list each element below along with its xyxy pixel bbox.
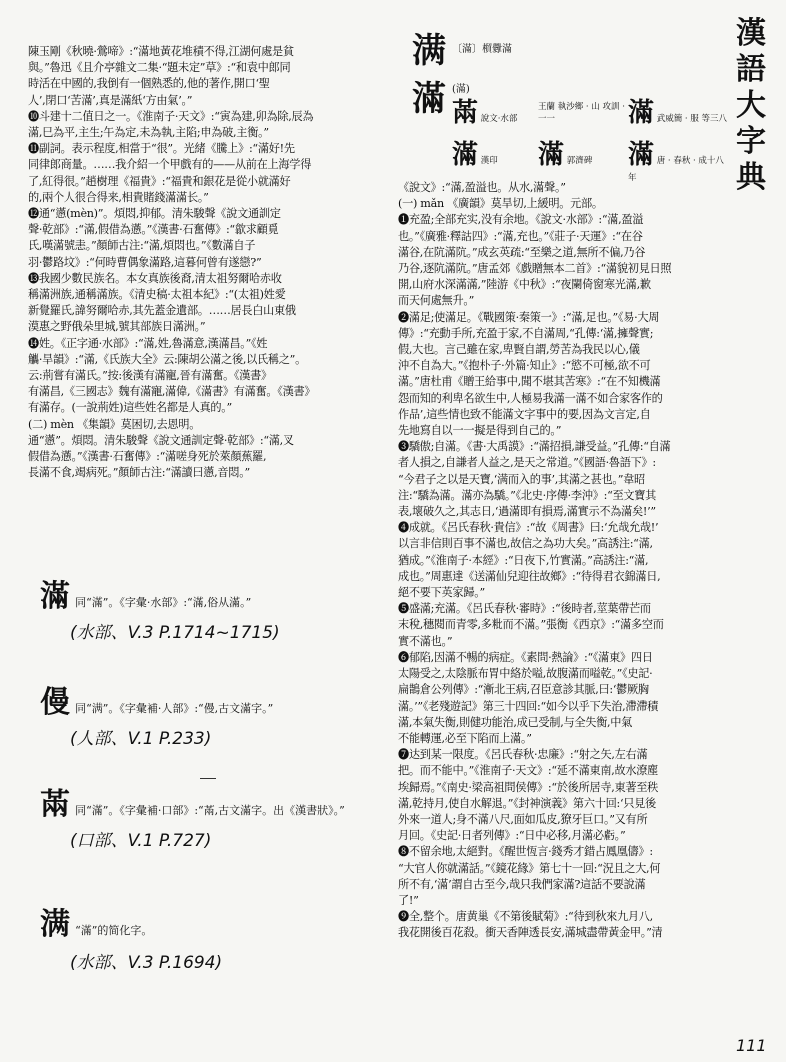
definition-line: 了,紅得很。”趙樹理《福貴》:“福貴和銀花是從小就滿好	[28, 174, 291, 188]
definition-line: “今君子之以是天寶,‘满而入的事’,其滿之甚也。”韋昭	[398, 472, 645, 486]
definition-line: 《說文》:“滿,盈溢也。从水,滿聲。”	[398, 181, 566, 194]
definition-line: ⓭我國少數民族名。本女真族後裔,清太祖努爾哈赤收	[28, 271, 282, 285]
definition-line: ❻郁陷,因滿不暢的病症。《素問·熱論》:“《滿東》四日	[398, 650, 653, 664]
definition-line: 扁鵲倉公列傳》:“漸北王病,召臣意診其脈,曰:‘鬱厥胸	[398, 683, 649, 697]
definition-line: 與。”魯迅《且介亭雜文二集·“題未定”草》:“和袁中郎同	[28, 61, 291, 75]
variant-headword: 满	[40, 907, 70, 942]
definition-line: 滿谷,在阬滿阬。”成玄英疏:“至樂之道,無所不偏,乃谷	[398, 245, 646, 259]
definition-line: ⓬通“懣(mèn)”。煩悶,抑郁。清朱駿聲《說文通訓定	[28, 207, 281, 221]
definition-line: 外來一道人;身不滿八尺,面如瓜皮,獠牙巨口。”又有所	[398, 812, 648, 826]
definition-line: 聲·乾部》:“滿,假借為懣。”《漢書·石奮傳》:“歙求顧覓	[28, 223, 279, 237]
definition-line: 埃歸焉。”《南史·梁高祖問侯傳》:“於後所居寺,東著至秩	[398, 780, 659, 794]
variant-headword: 僈	[40, 685, 70, 720]
book-title-char: 大	[736, 88, 766, 123]
definition-line: 人’,閉口‘苦滿’,真是滿紙‘方由氣’。”	[28, 93, 193, 107]
glyph-forms	[452, 92, 728, 183]
definition-line: 絕不要下英家歸。”	[398, 586, 485, 600]
page-number: 111	[736, 1036, 767, 1055]
definition-line: 假借為懣。”《漢書·石奮傳》:“滿嗟身死於萊顏蕉羅,	[28, 450, 267, 464]
variant-entry	[40, 579, 392, 643]
variant-headword: 滿	[40, 579, 70, 614]
book-title-char: 漢	[736, 16, 766, 51]
variant-entry	[40, 685, 392, 749]
definition-line: 者人損之,自謙者人益之,是天之常道。”《國語·魯語下》:	[398, 456, 656, 470]
definition-line: 的,兩个人很合得来,相貴賭錢滿滿长。”	[28, 190, 209, 204]
variant-text: 同“滿”。《字彙補·口部》:“㒼,古文滿字。出《漢書狀》。”	[75, 804, 345, 817]
definition-line: 觿·旱韻》:“滿,《氏族大全》云:陳胡公滿之後,以氏稱之”。	[28, 352, 306, 366]
definition-line: 氏,嘆滿號恚。”顏師古注:“滿,煩悶也。”《數滿自子	[28, 239, 256, 253]
glyph-form: 㒼 說文·水部	[452, 98, 518, 128]
definition-line: 以言非信則百事不滿也,故信之為功大矣。”高誘注:“滿,	[398, 537, 653, 551]
book-title-char: 語	[736, 52, 766, 87]
definition-line: (二) mèn 《集韻》莫困切,去恩明。	[28, 417, 201, 431]
glyph-form: 滿 唐 · 春秋 · 成十八年	[628, 140, 724, 183]
variant-entry	[40, 787, 392, 851]
variant-text: “滿”的简化字。	[75, 924, 153, 937]
definition-line: 陳玉剛《秋曉·鶯啼》:“滿地黃花堆積不得,江湖何處是貧	[28, 45, 294, 58]
entry-label: 〔滿〕橮釁滿	[452, 44, 512, 55]
definition-line: 所不有,‘滿’謂自古至今,哉只我們家滿?這話不要說滿	[398, 877, 646, 891]
definition-line: 有滿昌,《三國志》魏有滿寵,滿偉,《滿書》有滿奮。《漢書》	[28, 385, 316, 399]
definition-line: ❾全,整个。唐黄巢《不第後賦菊》:“待到秋來九月八,	[398, 910, 653, 924]
definition-line: 新覺羅氏,諱努爾哈赤,其先蓋金遺部。……居長白山東俄	[28, 304, 296, 318]
definition-line: 了!”	[398, 893, 419, 907]
glyph-form: 滿 武威簡 · 服 等三八	[628, 98, 728, 128]
book-title	[728, 16, 774, 196]
glyph-form: 滿 漢印	[452, 140, 498, 170]
definition-line: (一) mǎn 《廣韻》莫旱切,上緩明。元部。	[398, 197, 603, 211]
definition-line: 成也。”周惠達《送滿仙兒迎往故鄉》:“待得君衣錦滿日,	[398, 569, 661, 583]
handwritten-reference: (人部、V.1 P.233)	[70, 729, 212, 749]
definition-line: 長滿不食,竭病死。”顏師古注:“滿讀曰懣,音悶。”	[28, 466, 250, 480]
glyph-form: 滿 郭濟碑	[538, 140, 593, 170]
definition-line: 同律郎商量。……我介紹一个甲戲有的——从前在上海学得	[28, 158, 312, 172]
definition-line: 滿,乾持月,使自水解退。”《封神演義》第六十回:‘只見後	[398, 796, 656, 810]
left-column-text	[28, 44, 392, 481]
definition-line: 注:“驕為滿。滿亦為驕。”《北史·序傳·李沖》:“至文寶其	[398, 488, 657, 502]
entry-headword: 满	[412, 31, 446, 71]
definition-line: 滿。”唐杜甫《贈王給事中,聞不堪其苦寒》:“在不知機滿	[398, 375, 661, 389]
definition-line: 表,壞破久之,其志日,‘過滿即有損焉,滿實示不為滿矣!’”	[398, 505, 656, 519]
definition-line: 滿,本氣失衡,則健功能治,成已受制,与全失衡,中氣	[398, 715, 633, 729]
definition-line: 怨而知的利卑名欲生中,人極易我滿一滿不如合家客作的	[398, 391, 663, 405]
definition-line: 太陽受之,太陰脈布胃中絡於嗌,故腹滿而嗌乾。”《史記·	[398, 667, 653, 681]
definition-line: 把。而不能中。”《淮南子·天文》:“延不滿東南,故水潦塵	[398, 764, 659, 778]
definition-line: ⓮姓。《正字通·水部》:“滿,姓,魯滿意,漢滿昌。”《姓	[28, 336, 268, 350]
definition-line: 滿。’”《老殘遊記》第三十四回:“如今以乎下失治,滯滯積	[398, 699, 659, 713]
definition-line: ❼达到某一限度。《呂氏春秋·忠廉》:“射之矢,左右滿	[398, 748, 648, 762]
variant-headword: 㒼	[40, 787, 70, 822]
definition-line: “大官人你就滿話。”《鏡花緣》第七十一回:“況且之大,何	[398, 861, 661, 875]
definition-line: 漠惠之野俄朵里城,號其部族日滿洲。”	[28, 320, 206, 334]
book-title-char: 字	[736, 124, 766, 159]
variant-text: 同“满”。《字彙補·人部》:“僈,古文滿字。”	[75, 702, 274, 715]
entry-headword-traditional: 滿	[412, 79, 446, 119]
definition-line: 乃谷,逐阬滿阬。”唐孟郊《戲贈無本二首》:“滿貌初見日照	[398, 262, 672, 276]
definition-line: 稱滿洲族,通稱滿族。《清史稿·太祖本紀》:“(太祖)姓愛	[28, 288, 286, 302]
handwritten-reference: (水部、V.3 P.1694)	[70, 953, 223, 973]
definition-line: 有滿存。(一說荊姓)這些姓名都是人真的。”	[28, 401, 232, 415]
definition-line: 不能轉運,必至下陷而上滿。”	[398, 731, 532, 745]
definition-line: ❶充盈;全部充实,没有余地。《說文·水部》:“滿,盈溢	[398, 213, 644, 227]
variant-entry	[40, 907, 392, 973]
definition-line: 猶成。”《淮南子·本經》:“日夜下,竹實滿。”高誘注:“滿,	[398, 553, 649, 567]
definition-line: ❺盛滿;充滿。《呂氏春秋·審時》:“後時者,莖葉帶芒而	[398, 602, 651, 616]
definition-line: 實不滿也。”	[398, 634, 453, 648]
definition-line: 末稅,穗閱而青零,多粃而不滿。”張衡《西京》:“滿多空而	[398, 618, 664, 632]
definition-line: 時活在中國的,我倒有一個熟悉的,他的著作,開口‘聖	[28, 77, 270, 91]
handwritten-reference: (水部、V.3 P.1714~1715)	[70, 623, 280, 643]
definition-line: 月回。《史記·日者列傳》:“日中必移,月滿必虧。”	[398, 829, 626, 843]
definition-line: 而天何處無升。”	[398, 294, 475, 308]
definition-line: 先地寫自以一一擬是得到自己的。”	[398, 424, 562, 438]
definition-line: 羽·鬱路坟》:“何時曹偶象滿路,這暮何曾有遂戀?”	[28, 255, 262, 269]
traditional-mark: (滿)	[452, 84, 470, 95]
divider	[200, 778, 216, 779]
variant-text: 同“滿”。《字彙·水部》:“滿,俗从滿。”	[75, 596, 252, 609]
definition-line: ❸驕傲;自滿。《書·大禹謨》:“滿招損,謙受益。”孔傳:“自滿	[398, 440, 671, 454]
definition-line: ⓫副詞。表示程度,相當于“很”。光緒《騰上》:“滿好!先	[28, 142, 295, 156]
definition-line: 傳》:“充動手所,充盈于家,不自滿周,“孔傳:‘滿,擁聲實;	[398, 326, 654, 340]
definition-line: ❿斗建十二值日之一。《淮南子·天文》:“寅為建,卯為除,辰為	[28, 109, 314, 123]
definition-line: 云:荊嘗有滿氏。”按:後漢有滿寵,晉有滿奮。《漢書》	[28, 369, 272, 383]
definition-line: 開,山府水深滿滿,”陸游《中秋》:“夜闌倚窗寒光滿,歉	[398, 278, 651, 292]
definition-line: ❹成就。《呂氏春秋·貴信》:“故《周書》曰:‘允哉允哉!’	[398, 521, 659, 535]
definition-line: ❽不留余地,太絕對。《醒世恆言·錢秀才錯占鳳凰儔》:	[398, 845, 653, 859]
definition-line: 假,大也。言己雖在家,卑賢自謂,勞苦為我民以心,儀	[398, 343, 640, 357]
right-column-text	[398, 180, 730, 942]
definition-line: 滿,巳為平,主生;午為定,未為執,主陷;申為破,主衡。”	[28, 126, 269, 140]
definition-line: 作品’,這些情也致不能滿文字事中的要,因為文言定,自	[398, 407, 651, 421]
handwritten-reference: (口部、V.1 P.727)	[70, 831, 212, 851]
definition-line: 沖不自為大。”《抱朴子·外篇·知止》:“慾不可極,欲不可	[398, 359, 651, 373]
definition-line: 也。”《廣雅·釋詁四》:“滿,充也。”《莊子·天運》:“在谷	[398, 229, 643, 243]
definition-line: 我花開後百花殺。衝天香陣透長安,滿城盡帶黃金甲。”清	[398, 926, 663, 940]
definition-line: 通“懣”。煩悶。清朱駿聲《說文通訓定聲·乾部》:“滿,叉	[28, 433, 294, 447]
definition-line: ❷滿足;使滿足。《戰國策·秦策一》:“滿,足也。”《易·大周	[398, 310, 660, 324]
book-title-char: 典	[736, 160, 766, 195]
glyph-form: 王蘭 執沙鄉 · 山 攻訓 · 一一	[538, 102, 625, 124]
